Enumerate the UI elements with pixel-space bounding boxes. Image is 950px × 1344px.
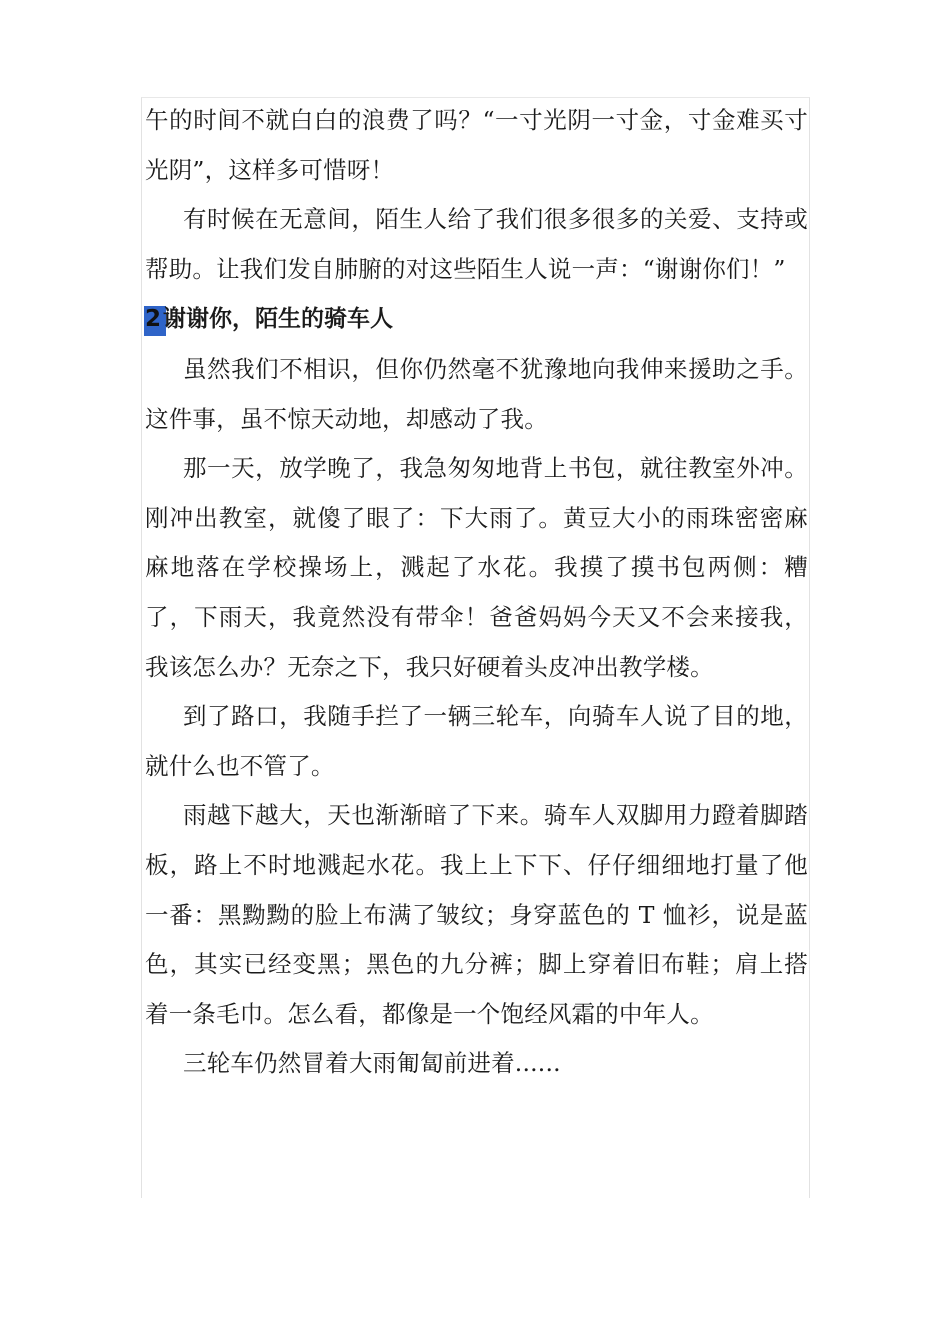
- paragraph-thanks: 有时候在无意间，陌生人给了我们很多很多的关爱、支持或帮助。让我们发自肺腑的对这些陌生人说一声：“谢谢你们！”: [145, 205, 808, 283]
- section-heading: [145, 294, 808, 345]
- paragraph-intro-end: 午的时间不就白白的浪费了吗？“一寸光阴一寸金，寸金难买寸光阴”，这样多可惜呀！: [145, 106, 808, 184]
- paragraph-4: 雨越下越大，天也渐渐暗了下来。骑车人双脚用力蹬着脚踏板，路上不时地溅起水花。我上上下下、仔仔细细地打量了他一番：黑黝黝的脸上布满了皱纹；身穿蓝色的 T 恤衫，说是蓝色，其实已经变黑；黑色的九分裤；脚上穿着旧布鞋；肩上搭着一条毛巾。怎么看，都像是一个饱经风霜的中年人。: [145, 801, 808, 1028]
- paragraph-2: 那一天，放学晚了，我急匆匆地背上书包，就往教室外冲。刚冲出教室，就傻了眼了：下大雨了。黄豆大小的雨珠密密麻麻地落在学校操场上，溅起了水花。我摸了摸书包两侧：糟了，下雨天，我竟然没有带伞！爸爸妈妈今天又不会来接我，我该怎么办？无奈之下，我只好硬着头皮冲出教学楼。: [145, 454, 808, 681]
- paragraph-5: 三轮车仍然冒着大雨匍匐前进着......: [183, 1049, 561, 1078]
- paragraph-1: 虽然我们不相识，但你仍然毫不犹豫地向我伸来援助之手。这件事，虽不惊天动地，却感动了我。: [145, 354, 808, 433]
- section-number: 2: [145, 306, 162, 333]
- document-body: [145, 96, 808, 1089]
- paragraph-3: 到了路口，我随手拦了一辆三轮车，向骑车人说了目的地，就什么也不管了。: [145, 702, 808, 780]
- section-title: 谢谢你，陌生的骑车人: [163, 305, 394, 333]
